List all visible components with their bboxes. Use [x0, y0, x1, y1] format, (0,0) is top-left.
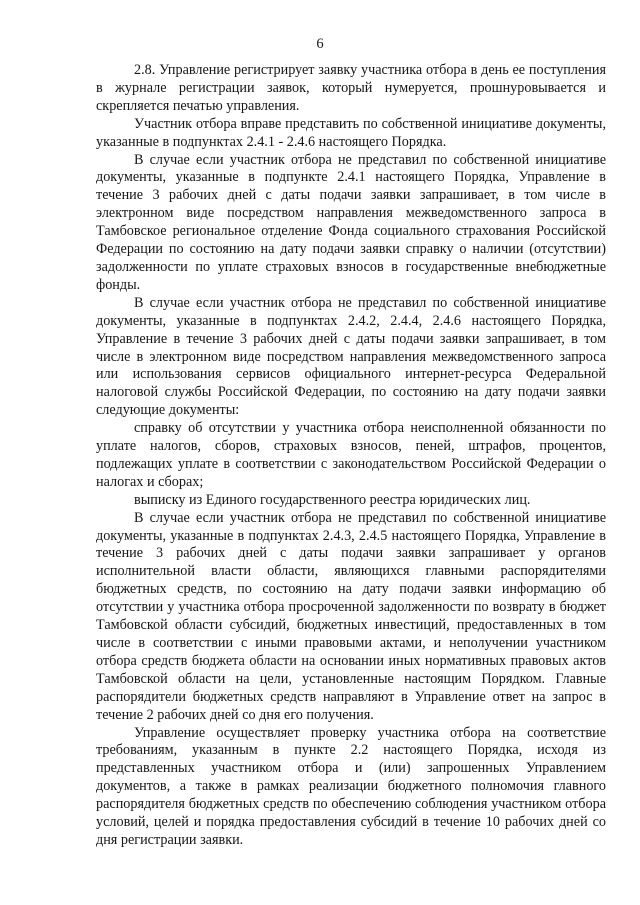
paragraph-registration: 2.8. Управление регистрирует заявку участника отбора в день ее поступления в журнале регистрации заявок, который нумеруется, прошнуровывается и скрепляется печатью управления. — [96, 62, 606, 114]
paragraph-verification: Управление осуществляет проверку участника отбора на соответствие требованиям, указанным в пункте 2.2 настоящего Порядка, исходя из представленных участником отбора и (или) запрошенных Управлением документов, а также в рамках реализации бюджетного полномочия главного распорядителя бюджетных средств по обеспечению соблюдения участником отбора условий, целей и порядка предоставления субсидий в течение 10 рабочих дней со дня регистрации заявки. — [96, 724, 606, 848]
paragraph-egrul-extract: выписку из Единого государственного реестра юридических лиц. — [134, 491, 531, 508]
paragraph-own-initiative: Участник отбора вправе представить по собственной инициативе документы, указанные в подпунктах 2.4.1 - 2.4.6 настоящего Порядка. — [96, 115, 606, 150]
paragraph-budget-request: В случае если участник отбора не представил по собственной инициативе документы, указанные в подпунктах 2.4.3, 2.4.5 настоящего Порядка, Управление в течение 3 рабочих дней с даты подачи заявки запрашивает у органов исполнительной власти области, являющихся главными распорядителями бюджетных средств, по состоянию на дату подачи заявки информацию об отсутствии у участника отбора просроченной задолженности по возврату в бюджет Тамбовской области субсидий, бюджетных инвестиций, предоставленных в том числе в соответствии с иными правовыми актами, и неполучении участником отбора средств бюджета области на основании иных нормативных правовых актов Тамбовской области на цели, установленные настоящим Порядком. Главные распорядители бюджетных средств направляют в Управление ответ на запрос в течение 2 рабочих дней со дня его получения. — [96, 509, 606, 723]
document-body — [96, 62, 606, 850]
page-number: 6 — [316, 36, 324, 52]
paragraph-fss-request: В случае если участник отбора не представил по собственной инициативе документы, указанные в подпункте 2.4.1 настоящего Порядка, Управление в течение 3 рабочих дней с даты подачи заявки запрашивает, в том числе в электронном виде посредством направления межведомственного запроса в Тамбовское региональное отделение Фонда социального страхования Российской Федерации по состоянию на дату подачи заявки справку о наличии (отсутствии) задолженности по уплате страховых взносов в государственные внебюджетные фонды. — [96, 151, 606, 293]
paragraph-fns-request: В случае если участник отбора не представил по собственной инициативе документы, указанные в подпунктах 2.4.2, 2.4.4, 2.4.6 настоящего Порядка, Управление в течение 3 рабочих дней с даты подачи заявки запрашивает, в том числе в электронном виде посредством направления межведомственного запроса или использования сервисов официального интернет-ресурса Федеральной налоговой службы Российской Федерации, по состоянию на дату подачи заявки следующие документы: — [96, 294, 606, 419]
paragraph-tax-certificate: справку об отсутствии у участника отбора неисполненной обязанности по уплате налогов, сборов, страховых взносов, пеней, штрафов, процентов, подлежащих уплате в соответствии с законодательством Российской Федерации о налогах и сборах; — [96, 420, 606, 490]
